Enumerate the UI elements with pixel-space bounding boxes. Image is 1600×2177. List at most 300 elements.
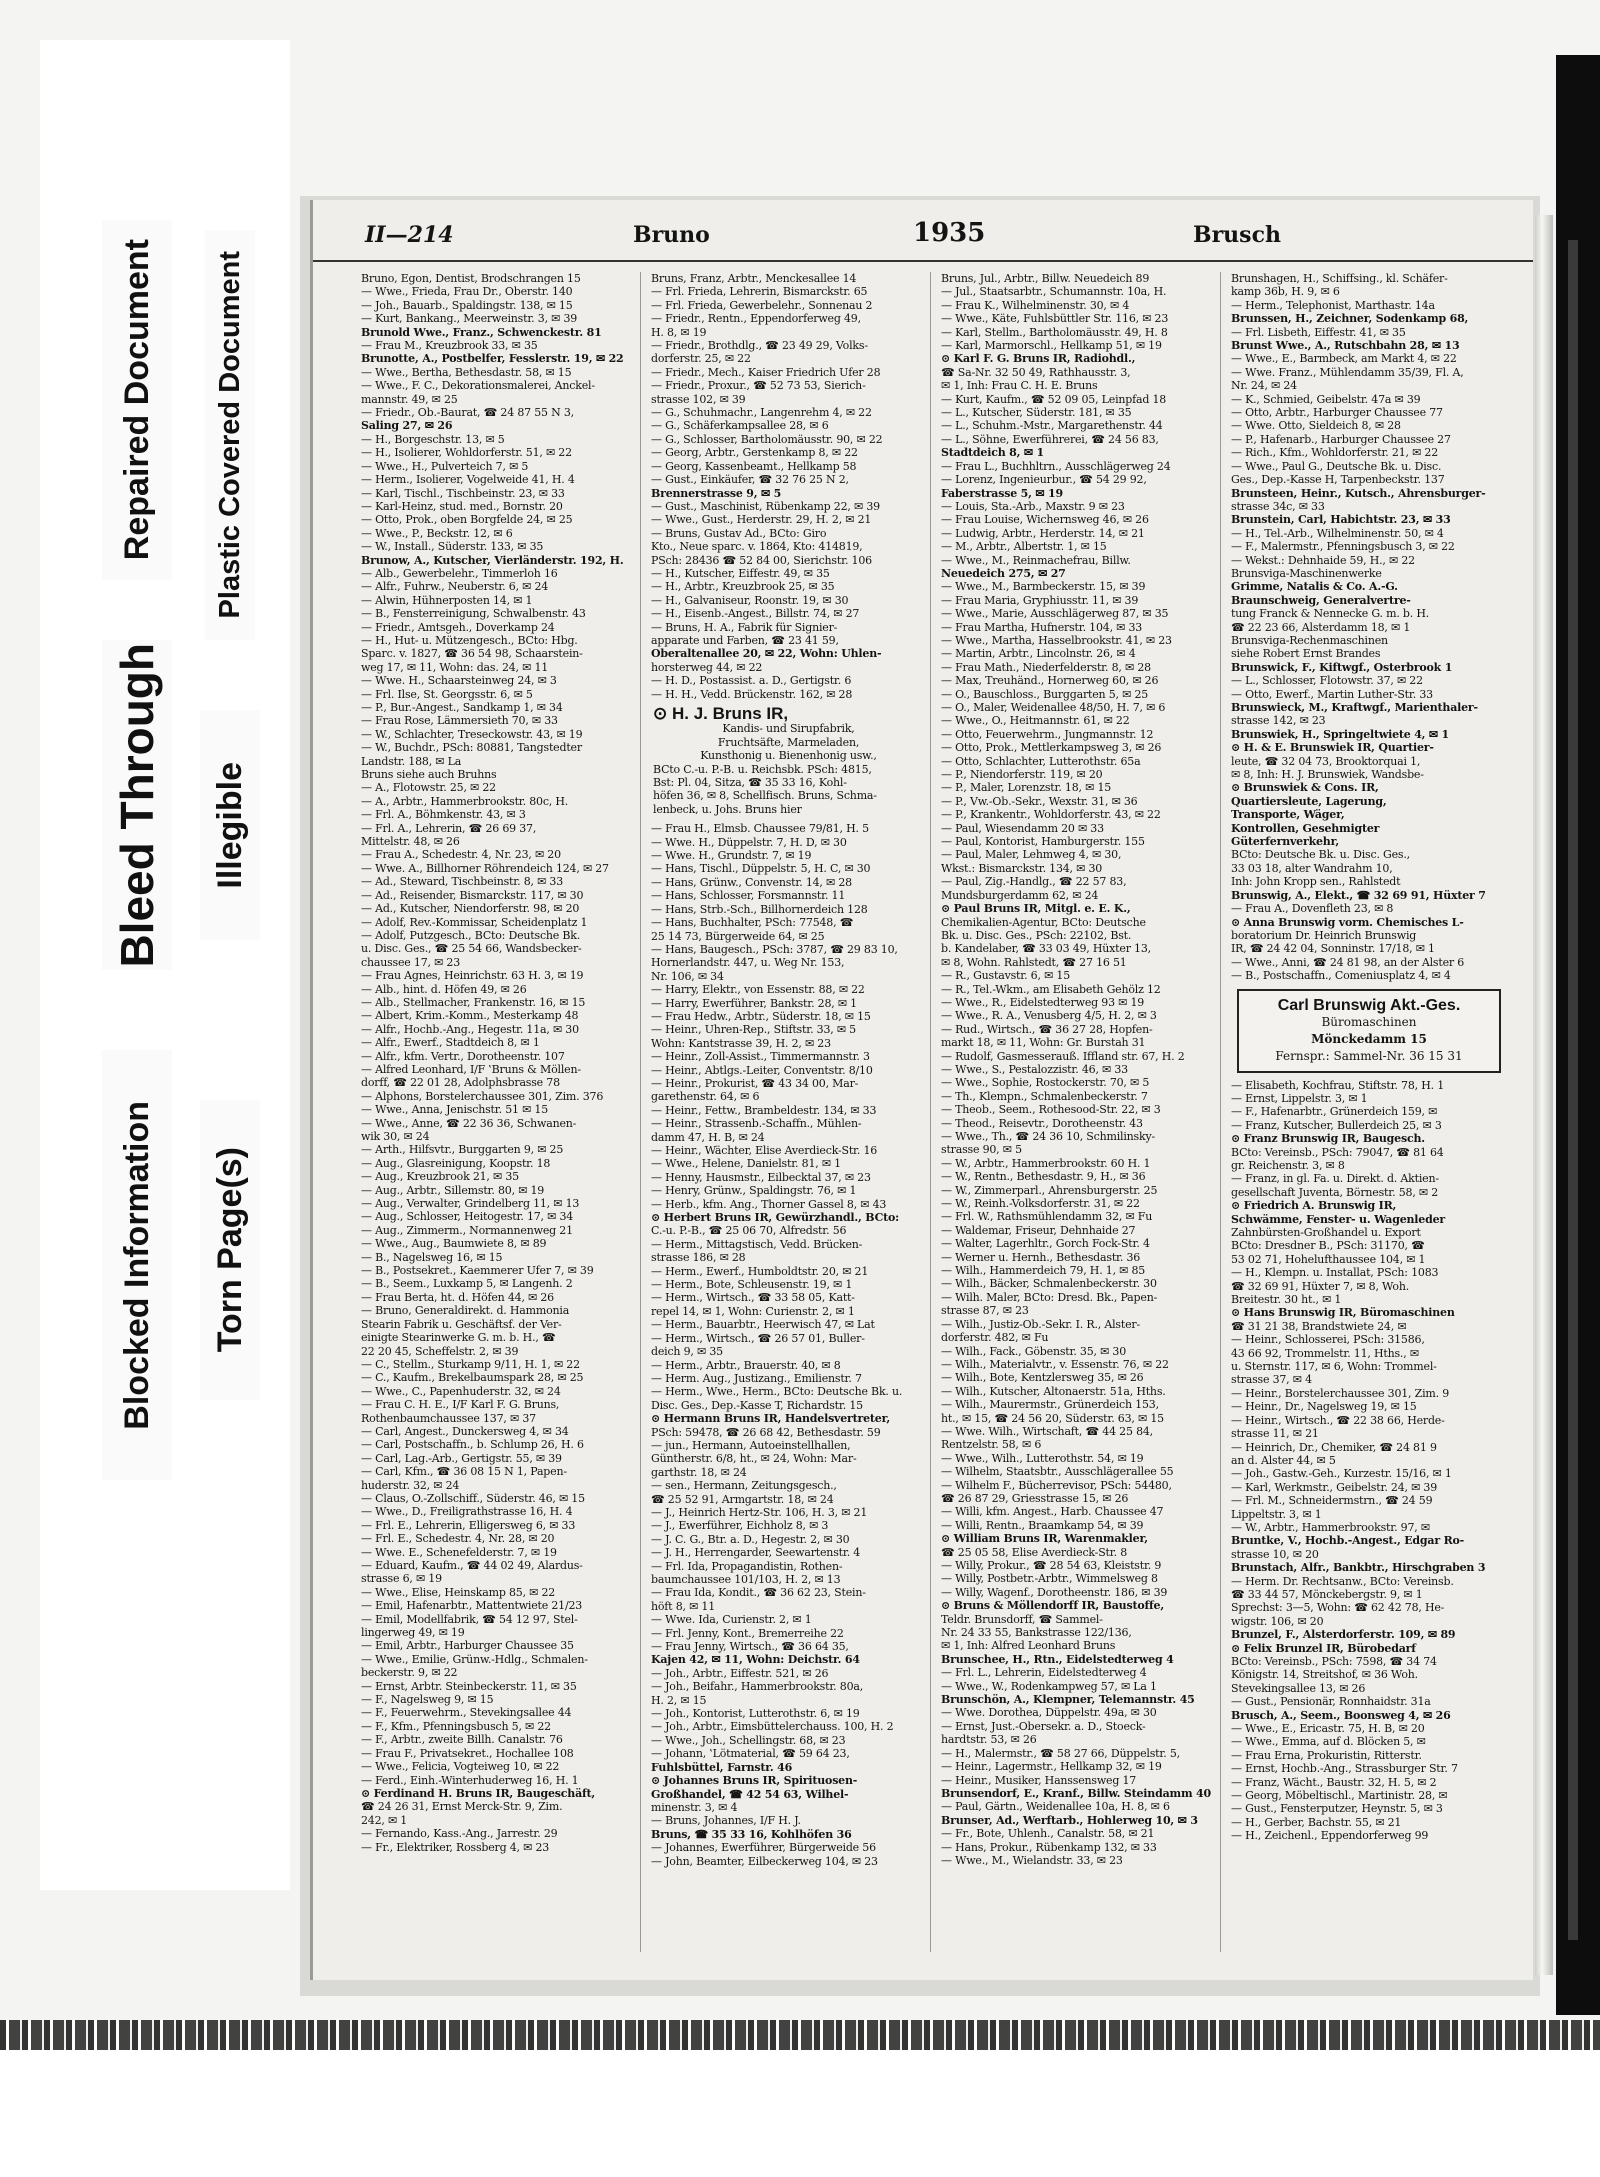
directory-entry: — Willi, Rentn., Braamkamp 54, ✉ 39 [941,1518,1144,1532]
directory-entry: — W., Schlachter, Treseckowstr. 43, ✉ 19 [361,727,583,741]
directory-entry: — Hans, Grünw., Convenstr. 14, ✉ 28 [651,875,852,889]
directory-entry: Schwämme, Fenster- u. Wagenleder [1231,1212,1445,1226]
directory-entry: Brunswig, A., Elekt., ☎ 32 69 91, Hüxter 7 [1231,888,1486,902]
directory-entry: strasse 87, ✉ 23 [941,1304,1029,1318]
directory-entry: strasse 90, ✉ 5 [941,1143,1022,1157]
directory-entry: — Wwe. A., Billhorner Röhrendeich 124, ✉ 27 [361,861,609,875]
directory-entry: — Wwe., F. C., Dekorationsmalerei, Anckel- [361,379,595,393]
directory-entry: — Frl. W., Rathsmühlendamm 32, ✉ Fu [941,1210,1153,1224]
directory-entry: — Herm., Wirtsch., ☎ 33 58 05, Katt- [651,1291,855,1305]
directory-entry: — L., Kutscher, Süderstr. 181, ✉ 35 [941,406,1132,420]
directory-entry: — Wilh., Hammerdeich 79, H. 1, ✉ 85 [941,1264,1146,1278]
directory-entry: Nr. 24, ✉ 24 [1231,379,1297,393]
advert-title: ⊙ H. J. Bruns IR, [653,704,789,723]
directory-entry: — H., Eisenb.-Angest., Billstr. 74, ✉ 27 [651,607,860,621]
directory-entry: — Willy, Prokur., ☎ 28 54 63, Kleiststr. 9 [941,1559,1162,1572]
directory-entry: C.-u. P.-B., ☎ 25 06 70, Alfredstr. 56 [651,1224,847,1238]
directory-entry: Großhandel, ☎ 42 54 63, Wilhel- [651,1787,849,1801]
directory-entry: — Harry, Elektr., von Essenstr. 88, ✉ 22 [651,983,865,997]
advert-line: höfen 36, ✉ 8, Schellfisch. Bruns, Schma- [653,789,877,803]
directory-entry: — Fr., Elektriker, Rossberg 4, ✉ 23 [361,1840,550,1854]
directory-entry: apparate und Farben, ☎ 23 41 59, [651,633,839,647]
directory-entry: IR, ☎ 24 42 04, Sonninstr. 17/18, ✉ 1 [1231,942,1435,956]
directory-entry: — Hans, Strb.-Sch., Billhornerdeich 128 [651,902,868,916]
directory-entry: — Frl. A., Böhmkenstr. 43, ✉ 3 [361,808,526,822]
directory-entry: — Wwe., O., Heitmannstr. 61, ✉ 22 [941,714,1130,728]
directory-entry: — Heinr., Wirtsch., ☎ 22 38 66, Herde- [1231,1413,1445,1427]
directory-entry: wigstr. 106, ✉ 20 [1231,1614,1324,1628]
directory-entry: Güntherstr. 6/8, ht., ✉ 24, Wohn: Mar- [651,1452,857,1466]
directory-entry: — H. D., Postassist. a. D., Gertigstr. 6 [651,674,852,688]
directory-entry: Landstr. 188, ✉ La [361,754,462,768]
directory-entry: Stearin Fabrik u. Geschäftsf. der Ver- [361,1317,562,1331]
directory-entry: Brunold Wwe., Franz., Schwenckestr. 81 [361,325,602,339]
directory-entry: — Joh., Arbtr., Eimsbüttelerchauss. 100, H. 2 [651,1720,894,1734]
directory-entry: — Wwe. Wilh., Wirtschaft, ☎ 44 25 84, [941,1424,1153,1438]
directory-entry: Nr. 106, ✉ 34 [651,969,724,983]
directory-entry: — Wwe., Frieda, Frau Dr., Oberstr. 140 [361,285,573,299]
directory-entry: Mundsburgerdamm 62, ✉ 24 [941,888,1099,902]
directory-entry: Braunschweig, Generalvertre- [1231,593,1411,607]
directory-entry: — Frau K., Wilhelminenstr. 30, ✉ 4 [941,298,1130,312]
directory-entry: — Friedr., Brothdlg., ☎ 23 49 29, Volks- [651,339,868,353]
directory-entry: repel 14, ✉ 1, Wohn: Curienstr. 2, ✉ 1 [651,1304,855,1318]
directory-entry: ⊙ Franz Brunswig IR, Baugesch. [1231,1132,1425,1146]
directory-entry: — Herm., Mittagstisch, Vedd. Brücken- [651,1237,863,1251]
directory-entry: — Wwe., M., Barmbeckerstr. 15, ✉ 39 [941,580,1146,594]
directory-entry: — Wwe., Felicia, Vogteiweg 10, ✉ 22 [361,1760,560,1774]
directory-entry: — H. H., Vedd. Brückenstr. 162, ✉ 28 [651,687,853,701]
directory-entry: — K., Schmied, Geibelstr. 47a ✉ 39 [1231,392,1421,406]
directory-column-2 [651,272,931,1952]
directory-entry: — Heinr., Dr., Nagelsweg 19, ✉ 15 [1231,1400,1417,1414]
directory-entry: — Georg, Arbtr., Gerstenkamp 8, ✉ 22 [651,446,858,460]
directory-entry: ⊙ Felix Brunzel IR, Bürobedarf [1231,1641,1416,1655]
directory-entry: boratorium Dr. Heinrich Brunswig [1231,928,1417,942]
directory-entry: Bruno, Egon, Dentist, Brodschrangen 15 [361,272,581,285]
directory-entry: Hornerlandstr. 447, u. Weg Nr. 153, [651,956,845,970]
directory-entry: — Ernst, Lippelstr. 3, ✉ 1 [1231,1091,1368,1105]
directory-entry: dorferstr. 482, ✉ Fu [941,1331,1049,1345]
directory-entry: — Otto, Feuerwehrm., Jungmannstr. 12 [941,727,1154,741]
directory-entry: Brunst Wwe., A., Rutschbahn 28, ✉ 13 [1231,339,1460,353]
directory-entry: Lippeltstr. 3, ✉ 1 [1231,1507,1322,1521]
directory-entry: — Herm., Ewerf., Humboldtstr. 20, ✉ 21 [651,1264,869,1278]
directory-column-3 [941,272,1221,1952]
bleed-through-label: Bleed Through [102,640,172,970]
directory-entry: — G., Schlosser, Bartholomäusstr. 90, ✉ 22 [651,432,883,446]
directory-entry: — P., Maler, Lorenzstr. 18, ✉ 15 [941,781,1112,795]
directory-entry: markt 18, ✉ 11, Wohn: Gr. Burstah 31 [941,1036,1146,1050]
directory-entry: Bk. u. Disc. Ges., PSch: 22102, Bst. [941,928,1132,942]
directory-entry: — C., Kaufm., Brekelbaumspark 28, ✉ 25 [361,1371,584,1385]
directory-entry: — Wwe., H., Pulverteich 7, ✉ 5 [361,459,529,473]
directory-entry: — Frau A., Dovenfleth 23, ✉ 8 [1231,902,1394,916]
directory-entry: — Friedr., Ob.-Baurat, ☎ 24 87 55 N 3, [361,406,574,420]
directory-entry: — Alb., Stellmacher, Frankenstr. 16, ✉ 15 [361,995,586,1009]
directory-entry: — H., Borgeschstr. 13, ✉ 5 [361,432,505,446]
directory-entry: — Wwe., Wilh., Lutterothstr. 54, ✉ 19 [941,1451,1144,1465]
directory-entry: — H., Kutscher, Eiffestr. 49, ✉ 35 [651,566,830,580]
directory-entry: ✉ 8, Inh: H. J. Brunswiek, Wandsbe- [1231,768,1424,782]
torn-pages-label: Torn Page(s) [200,1100,260,1400]
directory-entry: — Herm., Telephonist, Marthastr. 14a [1231,298,1435,312]
directory-entry: — Rudolf, Gasmesserauß. Iffland str. 67, H. 2 [941,1049,1185,1063]
directory-entry: — W., Zimmerparl., Ahrensburgerstr. 25 [941,1183,1158,1197]
directory-entry: — Wilh., Maurermstr., Grünerdeich 153, [941,1398,1159,1412]
directory-entry: Brunssen, H., Zeichner, Sodenkamp 68, [1231,312,1469,326]
directory-entry: — Frl. A., Lehrerin, ☎ 26 69 37, [361,821,537,835]
directory-entry: beckerstr. 9, ✉ 22 [361,1666,458,1680]
directory-entry: — Otto, Prok., oben Borgfelde 24, ✉ 25 [361,513,573,527]
directory-entry: ⊙ Ferdinand H. Bruns IR, Baugeschäft, [361,1786,596,1800]
directory-entry: — Herm., Bauarbtr., Heerwisch 47, ✉ Lat [651,1318,875,1332]
directory-entry: — Paul, Wiesendamm 20 ✉ 33 [941,821,1104,835]
directory-entry: — Ad., Steward, Tischbeinstr. 8, ✉ 33 [361,875,564,889]
directory-entry: Ges., Dep.-Kasse H, Tarpenbeckstr. 137 [1231,473,1445,487]
directory-entry: Rothenbaumchaussee 137, ✉ 37 [361,1411,536,1425]
directory-entry: — Wwe., P., Beckstr. 12, ✉ 6 [361,526,513,540]
directory-entry: — H., Hut- u. Mützengesch., BCto: Hbg. [361,633,578,647]
directory-entry: Güterfernverkehr, [1231,835,1340,849]
directory-entry: — Frl. E., Lehrerin, Elligersweg 6, ✉ 33 [361,1518,576,1532]
directory-entry: Brunsviga-Maschinenwerke [1231,566,1382,580]
advert-street: Mönckedamm 15 [1311,1031,1427,1046]
directory-entry: — Heinr., Fettw., Brambeldestr. 134, ✉ 33 [651,1103,877,1117]
directory-entry: — A., Arbtr., Hammerbrookstr. 80c, H. [361,794,569,808]
directory-entry: — P., Bur.-Angest., Sandkamp 1, ✉ 34 [361,701,563,714]
directory-entry: Nr. 24 33 55, Bankstrasse 122/136, [941,1626,1132,1640]
directory-entry: — Wwe., E., Ericastr. 75, H. B, ✉ 20 [1231,1722,1425,1736]
directory-entry: — Herm., Isolierer, Vogelweide 41, H. 4 [361,473,575,487]
directory-entry: ☎ 31 21 38, Brandstwiete 24, ✉ [1231,1319,1407,1333]
header-last-name: Brusch [1193,222,1281,248]
directory-entry: garethenstr. 64, ✉ 6 [651,1090,760,1104]
directory-entry: ⊙ Anna Brunswig vorm. Chemisches L- [1231,915,1464,929]
directory-entry: — Frl. Frieda, Gewerbelehr., Sonnenau 2 [651,298,873,312]
directory-entry: — B., Nagelsweg 16, ✉ 15 [361,1250,503,1264]
directory-entry: — sen., Hermann, Zeitungsgesch., [651,1479,837,1493]
directory-entry: — M., Arbtr., Albertstr. 1, ✉ 15 [941,540,1107,554]
directory-entry: PSch: 28436 ☎ 52 84 00, Sierichstr. 106 [651,553,872,567]
directory-entry: — Rud., Wirtsch., ☎ 36 27 28, Hopfen- [941,1022,1153,1036]
directory-entry: — Max, Treuhänd., Hornerweg 60, ✉ 26 [941,674,1159,688]
directory-entry: — Franz, in gl. Fa. u. Direkt. d. Aktien- [1231,1172,1439,1186]
directory-entry: — Ernst, Just.-Obersekr. a. D., Stoeck- [941,1719,1146,1733]
scan-noise-band [0,2020,1600,2050]
directory-entry: — P., Hafenarb., Harburger Chaussee 27 [1231,432,1451,446]
directory-column-1 [361,272,641,1952]
directory-entry: — Wwe., M., Reinmachefrau, Billw. [941,553,1131,567]
directory-entry: — Aug., Schlosser, Heitogestr. 17, ✉ 34 [361,1210,574,1224]
directory-entry: — W., Rentn., Bethesdastr. 9, H., ✉ 36 [941,1170,1146,1184]
directory-entry: — Friedr., Amtsgeh., Doverkamp 24 [361,620,555,634]
directory-entry: BCto: Vereinsb., PSch: 7598, ☎ 34 74 [1231,1655,1437,1668]
advert-line: BCto C.-u. P.-B. u. Reichsbk. PSch: 4815, [653,762,872,776]
directory-entry: — Herm., Arbtr., Brauerstr. 40, ✉ 8 [651,1358,841,1372]
directory-entry: Stevekingsallee 13, ✉ 26 [1231,1681,1366,1695]
directory-entry: — Wwe., Helene, Danielstr. 81, ✉ 1 [651,1157,841,1171]
page-header [313,208,1533,262]
directory-entry: Brunswiek, H., Springeltwiete 4, ✉ 1 [1231,727,1450,741]
directory-entry: — Heinr., Abtlgs.-Leiter, Conventstr. 8/10 [651,1063,873,1077]
directory-entry: Brunswieck, M., Kraftwgf., Marienthaler- [1231,701,1478,714]
directory-entry: — Frau Erna, Prokuristin, Ritterstr. [1231,1748,1422,1762]
directory-entry: — Frau Martha, Hufnerstr. 104, ✉ 33 [941,620,1143,634]
directory-entry: 22 20 45, Scheffelstr. 2, ✉ 39 [361,1344,519,1358]
directory-entry: — F., Hafenarbtr., Grünerdeich 159, ✉ [1231,1105,1438,1119]
directory-entry: — Wwe., Marie, Ausschlägerweg 87, ✉ 35 [941,607,1169,621]
directory-entry: — Aug., Glasreinigung, Koopstr. 18 [361,1156,551,1170]
directory-entry: — Wilh., Fack., Göbenstr. 35, ✉ 30 [941,1344,1127,1358]
directory-entry: BCto: Vereinsb., PSch: 79047, ☎ 81 64 [1231,1145,1444,1159]
directory-entry: — F., Kfm., Pfenningsbusch 5, ✉ 22 [361,1719,551,1733]
directory-entry: — Willy, Postbetr.-Arbtr., Wimmelsweg 8 [941,1572,1158,1586]
directory-entry: ⊙ William Bruns IR, Warenmakler, [941,1532,1148,1546]
directory-entry: ⊙ Paul Bruns IR, Mitgl. e. E. K., [941,902,1131,916]
directory-entry: — Wilh., Kutscher, Altonaerstr. 51a, Hths. [941,1384,1166,1398]
directory-entry: höft 8, ✉ 11 [651,1599,715,1613]
directory-entry: — P., Krankentr., Wohldorferstr. 43, ✉ 22 [941,808,1161,822]
directory-entry: — H., Galvaniseur, Roonstr. 19, ✉ 30 [651,593,849,607]
directory-entry: Brunshagen, H., Schiffsing., kl. Schäfer- [1231,272,1448,285]
directory-entry: — Louis, Sta.-Arb., Maxstr. 9 ✉ 23 [941,499,1125,513]
advert-title: Carl Brunswig Akt.-Ges. [1277,996,1461,1014]
directory-entry: mannstr. 49, ✉ 25 [361,392,458,406]
directory-entry: — Wwe., Anne, ☎ 22 36 36, Schwanen- [361,1116,577,1130]
directory-entry: Brunstein, Carl, Habichtstr. 23, ✉ 33 [1231,513,1451,527]
directory-entry: — H., Isolierer, Wohldorferstr. 51, ✉ 22 [361,446,572,460]
directory-entry: ⊙ H. & E. Brunswiek IR, Quartier- [1231,741,1434,755]
directory-entry: leute, ☎ 32 04 73, Brooktorquai 1, [1231,754,1421,768]
directory-entry: — Frau Agnes, Heinrichstr. 63 H. 3, ✉ 19 [361,969,584,983]
directory-entry: — Willy, Wagenf., Dorotheenstr. 186, ✉ 39 [941,1585,1168,1599]
directory-entry: — Joh., Beifahr., Hammerbrookstr. 80a, [651,1680,864,1694]
directory-entry: — Frau H., Elmsb. Chaussee 79/81, H. 5 [651,822,869,836]
directory-entry: — Bruns, Johannes, I/F H. J. [651,1814,801,1828]
directory-entry: — Alfr., Fuhrw., Neuberstr. 6, ✉ 24 [361,580,549,594]
directory-entry: strasse 6, ✉ 19 [361,1572,442,1586]
directory-entry: — Hans, Tischl., Düppelstr. 5, H. C, ✉ 30 [651,862,871,876]
directory-entry: Sprechst: 3—5, Wohn: ☎ 62 42 78, He- [1231,1601,1445,1615]
directory-entry: — Adolf, Rev.-Kommissar, Scheidenplatz 1 [361,915,588,929]
directory-entry: 53 02 71, Hohelufthaussee 104, ✉ 1 [1231,1252,1426,1266]
directory-entry: — Franz, Wächt., Baustr. 32, H. 5, ✉ 2 [1231,1775,1437,1789]
directory-entry: — H., Zeichenl., Eppendorferweg 99 [1231,1829,1429,1843]
directory-entry: — Paul, Maler, Lehmweg 4, ✉ 30, [941,848,1122,862]
directory-entry: — Frl. Jenny, Kont., Bremerreihe 22 [651,1626,844,1640]
directory-entry: tung Franck & Nennecke G. m. b. H. [1231,607,1430,621]
directory-entry: Rentzelstr. 58, ✉ 6 [941,1438,1042,1452]
directory-entry: — Wwe. Ida, Curienstr. 2, ✉ 1 [651,1613,812,1627]
directory-entry: u. Sternstr. 117, ✉ 6, Wohn: Trommel- [1231,1360,1437,1374]
directory-entry: — Herm., Bote, Schleusenstr. 19, ✉ 1 [651,1278,853,1292]
directory-entry: — F., Malermstr., Pfenningsbusch 3, ✉ 22 [1231,540,1455,554]
directory-entry: — W., Arbtr., Hammerbrookstr. 60 H. 1 [941,1156,1151,1170]
directory-entry: — C., Stellm., Sturkamp 9/11, H. 1, ✉ 22 [361,1357,580,1371]
directory-entry: strasse 37, ✉ 4 [1231,1373,1312,1387]
directory-entry: — Harry, Ewerführer, Bankstr. 28, ✉ 1 [651,996,857,1010]
directory-entry: wik 30, ✉ 24 [361,1130,430,1143]
directory-entry: — Hans, Prokur., Rübenkamp 132, ✉ 33 [941,1840,1157,1854]
directory-entry: strasse 102, ✉ 39 [651,392,746,406]
directory-entry: — Wekst.: Dehnhaide 59, H., ✉ 22 [1231,553,1415,567]
directory-entry: — H., Arbtr., Kreuzbrook 25, ✉ 35 [651,580,835,594]
advert-phone: Fernspr.: Sammel-Nr. 36 15 31 [1275,1048,1463,1063]
directory-entry: — Frau Rose, Lämmersieth 70, ✉ 33 [361,714,558,728]
directory-entry: — Ernst, Arbtr. Steinbeckerstr. 11, ✉ 35 [361,1679,577,1693]
directory-entry: — Wwe. Otto, Sieldeich 8, ✉ 28 [1231,419,1401,433]
directory-entry: Zahnbürsten-Großhandel u. Export [1231,1226,1421,1239]
directory-entry: — F., Nagelsweg 9, ✉ 15 [361,1693,494,1707]
directory-entry: — Wwe., W., Rodenkampweg 57, ✉ La 1 [941,1679,1157,1693]
book-spine [1535,215,1553,1975]
directory-entry: — A., Flotowstr. 25, ✉ 22 [361,781,496,795]
directory-entry: — Paul, Gärtn., Weidenallee 10a, H. 8, ✉ 6 [941,1800,1170,1814]
directory-entry: — Ludwig, Arbtr., Herderstr. 14, ✉ 21 [941,526,1145,540]
directory-entry: — Johann, ‛Lötmaterial, ☎ 59 64 23, [651,1747,850,1761]
directory-entry: — Wwe., Martha, Hasselbrookstr. 41, ✉ 23 [941,633,1172,647]
directory-entry: — Wwe., D., Freiligrathstrasse 16, H. 4 [361,1505,573,1519]
directory-entry: — Frl. Lisbeth, Eiffestr. 41, ✉ 35 [1231,325,1406,339]
directory-entry: — Heinr., Strassenb.-Schaffn., Mühlen- [651,1117,862,1131]
directory-entry: — Fernando, Kass.-Ang., Jarrestr. 29 [361,1827,558,1841]
directory-entry: PSch: 59478, ☎ 26 68 42, Bethesdastr. 59 [651,1425,881,1439]
directory-entry: ⊙ Herbert Bruns IR, Gewürzhandl., BCto: [651,1211,900,1225]
directory-entry: — Ad., Reisender, Bismarckstr. 117, ✉ 30 [361,888,584,902]
directory-entry: — Hans, Baugesch., PSch: 3787, ☎ 29 83 10, [651,942,898,956]
directory-entry: Kajen 42, ✉ 11, Wohn: Deichstr. 64 [651,1653,860,1667]
advert-hj-bruns [653,704,924,816]
directory-entry: — Adolf, Putzgesch., BCto: Deutsche Bk. [361,928,581,942]
directory-entry: — Herm., Wirtsch., ☎ 26 57 01, Buller- [651,1331,865,1345]
directory-entry: — W., Arbtr., Hammerbrookstr. 97, ✉ [1231,1520,1430,1534]
directory-entry: — Karl, Marmorschl., Hellkamp 51, ✉ 19 [941,339,1162,353]
directory-entry: — Wwe., Anna, Jenischstr. 51 ✉ 15 [361,1103,549,1117]
directory-entry: — Heinr., Musiker, Hanssensweg 17 [941,1773,1137,1787]
directory-entry: — Wwe., Gust., Herderstr. 29, H. 2, ✉ 21 [651,513,872,527]
directory-entry: — Walter, Lagerhltr., Gorch Fock-Str. 4 [941,1237,1150,1251]
directory-entry: — Wwe., S., Pestalozzistr. 46, ✉ 33 [941,1062,1128,1076]
directory-entry: — Wwe. Dorothea, Düppelstr. 49a, ✉ 30 [941,1706,1157,1720]
directory-entry: Brusch, A., Seem., Boonsweg 4, ✉ 26 [1231,1708,1451,1722]
advert-product: Büromaschinen [1321,1014,1417,1029]
directory-entry: garthstr. 18, ✉ 24 [651,1465,747,1479]
status-label-panel [40,40,290,1890]
directory-entry: — Heinr., Lagermstr., Hellkamp 32, ✉ 19 [941,1760,1162,1774]
advert-carl-brunswig [1237,989,1501,1073]
directory-entry: — Wwe., Emma, auf d. Blöcken 5, ✉ [1231,1735,1426,1749]
directory-entry: strasse 142, ✉ 23 [1231,714,1326,728]
directory-entry: — Alphons, Borstelerchaussee 301, Zim. 376 [361,1089,604,1103]
directory-entry: Brunotte, A., Postbelfer, Fesslerstr. 19, ✉ 22 [361,352,624,366]
directory-entry: huderstr. 32, ✉ 24 [361,1478,460,1492]
directory-entry: ☎ 32 69 91, Hüxter 7, ✉ 8, Woh. [1231,1279,1410,1293]
directory-entry: — B., Postschaffn., Comeniusplatz 4, ✉ 4 [1231,969,1451,983]
directory-entry: — Karl, Werkmstr., Geibelstr. 24, ✉ 39 [1231,1480,1438,1494]
directory-entry: Neuedeich 275, ✉ 27 [941,566,1066,580]
directory-entry: — Waldemar, Friseur, Dehnhaide 27 [941,1223,1136,1237]
directory-entry: — L., Schuhm.-Mstr., Margarethenstr. 44 [941,419,1163,433]
directory-entry: ☎ 25 05 58, Elise Averdieck-Str. 8 [941,1545,1127,1559]
directory-entry: — Aug., Arbtr., Sillemstr. 80, ✉ 19 [361,1183,545,1197]
directory-entry: — Karl, Tischl., Tischbeinstr. 23, ✉ 33 [361,486,565,500]
directory-entry: Kontrollen, Gesehmigter [1231,821,1380,835]
directory-entry: — Bruns, H. A., Fabrik für Signier- [651,620,838,634]
directory-entry: — Rich., Kfm., Wohldorferstr. 21, ✉ 22 [1231,446,1438,460]
directory-entry: — Elisabeth, Kochfrau, Stiftstr. 78, H. 1 [1231,1078,1445,1092]
directory-entry: — Wilh., Bäcker, Schmalenbeckerstr. 30 [941,1277,1157,1291]
directory-entry: — Wwe., Elise, Heinskamp 85, ✉ 22 [361,1585,556,1599]
directory-entry: — Wilh., Justiz-Ob.-Sekr. I. R., Alster- [941,1317,1140,1331]
directory-entry: — Paul, Kontorist, Hamburgerstr. 155 [941,835,1145,849]
illegible-label: Illegible [200,710,260,940]
directory-entry: — Ad., Kutscher, Niendorferstr. 98, ✉ 20 [361,902,580,916]
directory-entry: — B., Seem., Luxkamp 5, ✉ Langenh. 2 [361,1277,573,1291]
directory-entry: — Wilh., Bote, Kentzlersweg 35, ✉ 26 [941,1371,1144,1385]
directory-entry: — Frau Berta, ht. d. Höfen 44, ✉ 26 [361,1290,554,1304]
directory-entry: — Carl, Lag.-Arb., Gertigstr. 55, ✉ 39 [361,1451,562,1465]
directory-entry: — Claus, O.-Zollschiff., Süderstr. 46, ✉ 15 [361,1491,585,1505]
directory-entry: deich 9, ✉ 35 [651,1345,723,1359]
directory-entry: — B., Postsekret., Kaemmerer Ufer 7, ✉ 39 [361,1264,594,1278]
directory-entry: — H., Tel.-Arb., Wilhelminenstr. 50, ✉ 4 [1231,526,1444,540]
directory-entry: ☎ Sa-Nr. 32 50 49, Rathhausstr. 3, [941,365,1131,379]
directory-entry: ☎ 33 44 57, Mönckebergstr. 9, ✉ 1 [1231,1587,1423,1601]
directory-entry: dorff, ☎ 22 01 28, Adolphsbrasse 78 [361,1076,560,1090]
advert-line: Kandis- und Sirupfabrik, [722,722,855,736]
directory-entry: — Wwe., Anni, ☎ 24 81 98, an der Alster 6 [1231,955,1465,969]
directory-entry: — Wwe., C., Papenhuderstr. 32, ✉ 24 [361,1384,561,1398]
directory-entry: ✉ 1, Inh: Alfred Leonhard Bruns [941,1639,1116,1653]
directory-entry: — Alb., hint. d. Höfen 49, ✉ 26 [361,982,527,996]
repaired-document-label: Repaired Document [102,220,172,580]
directory-entry: — L., Schlosser, Flotowstr. 37, ✉ 22 [1231,674,1423,688]
directory-entry: Transporte, Wäger, [1231,808,1345,822]
plastic-covered-label: Plastic Covered Document [205,230,255,640]
directory-entry: Bruns, Jul., Arbtr., Billw. Neuedeich 89 [941,272,1150,285]
directory-entry: — Franz, Kutscher, Bullerdeich 25, ✉ 3 [1231,1118,1442,1132]
directory-entry: ☎ 24 26 31, Ernst Merck-Str. 9, Zim. [361,1800,563,1814]
directory-entry: Brunstach, Alfr., Bankbtr., Hirschgraben 3 [1231,1561,1486,1575]
directory-entry: — Friedr., Proxur., ☎ 52 73 53, Sierich- [651,379,866,393]
directory-entry: strasse 10, ✉ 20 [1231,1547,1319,1561]
directory-entry: Brunzel, F., Alsterdorferstr. 109, ✉ 89 [1231,1628,1456,1642]
directory-entry: Bruns, ☎ 35 33 16, Kohlhöfen 36 [651,1827,852,1841]
directory-entry: — L., Söhne, Ewerführerei, ☎ 24 56 83, [941,432,1159,446]
directory-entry: einigte Stearinwerke G. m. b. H., ☎ [361,1331,556,1345]
directory-entry: — Herm. Dr. Rechtsanw., BCto: Vereinsb. [1231,1574,1454,1588]
directory-entry: hardtstr. 53, ✉ 26 [941,1733,1037,1747]
directory-entry: — Frau A., Schedestr. 4, Nr. 23, ✉ 20 [361,848,561,862]
scanner-edge-inner [1568,240,1578,1940]
directory-entry: Brunow, A., Kutscher, Vierländerstr. 192, H. [361,553,624,567]
directory-entry: — Frau F., Privatsekret., Hochallee 108 [361,1746,574,1760]
scan-margin [0,2050,1600,2177]
directory-entry: — Wwe., Sophie, Rostockerstr. 70, ✉ 5 [941,1076,1150,1090]
directory-entry: — Alfr., Hochb.-Ang., Hegestr. 11a, ✉ 30 [361,1022,579,1036]
directory-entry: — Kurt, Bankang., Meerweinstr. 3, ✉ 39 [361,312,578,326]
directory-entry: — Frau Jenny, Wirtsch., ☎ 36 64 35, [651,1640,849,1654]
directory-entry: — Joh., Arbtr., Eiffestr. 521, ✉ 26 [651,1666,829,1680]
directory-entry: gr. Reichenstr. 3, ✉ 8 [1231,1158,1345,1172]
directory-entry: — P., Vw.-Ob.-Sekr., Wexstr. 31, ✉ 36 [941,794,1138,808]
directory-entry: — Ferd., Einh.-Winterhuderweg 16, H. 1 [361,1773,579,1787]
directory-entry: Oberaltenallee 20, ✉ 22, Wohn: Uhlen- [651,647,882,661]
directory-entry: Sparc. v. 1827, ☎ 36 54 98, Schaarstein- [361,647,583,661]
directory-entry: — Frau Louise, Wichernsweg 46, ✉ 26 [941,513,1149,527]
directory-entry: ⊙ Johannes Bruns IR, Spirituosen- [651,1774,858,1788]
